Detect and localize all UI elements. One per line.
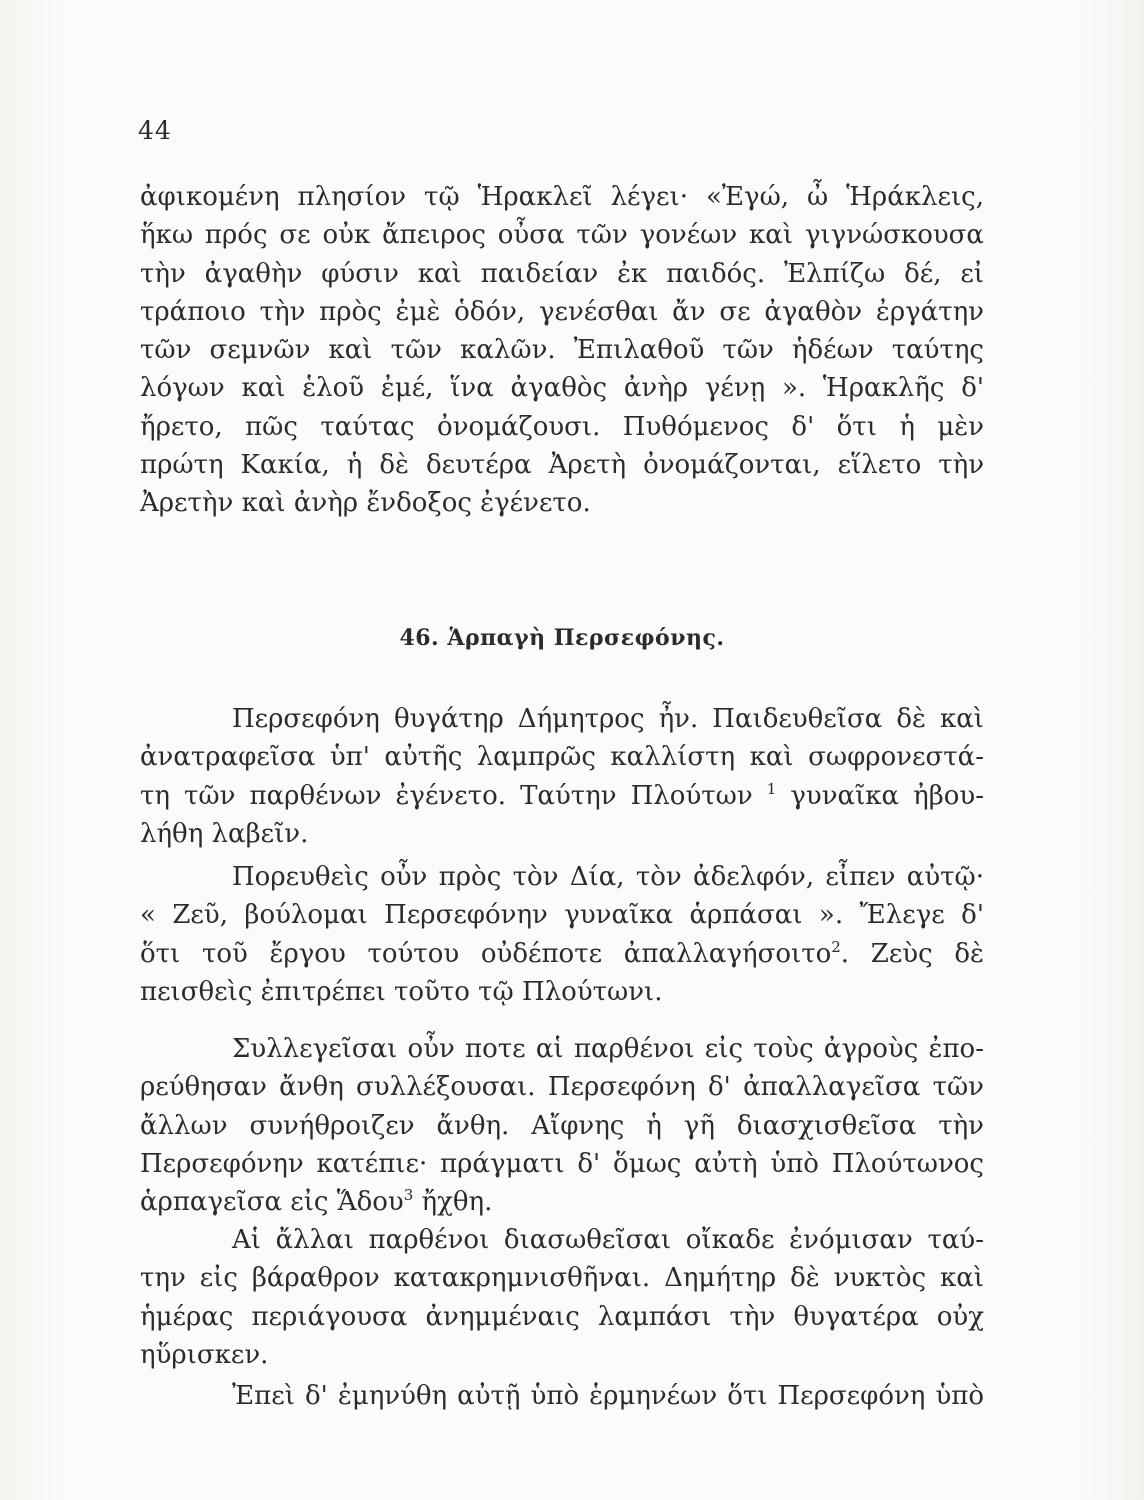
page-number: 44 bbox=[138, 116, 172, 145]
text-span: γυναῖκα ἠβου- bbox=[790, 780, 985, 811]
text-line: ρεύθησαν ἄνθη συλλέξουσαι. Περσεφόνη δ' ἀπαλλαγεῖσα τῶν bbox=[140, 1072, 984, 1103]
text-line bbox=[140, 777, 984, 815]
paragraph bbox=[140, 700, 984, 853]
text-line: Πορευθεὶς οὖν πρὸς τὸν Δία, τὸν ἀδελφόν, εἶπεν αὐτῷ· bbox=[232, 862, 984, 892]
text-line: λόγων καὶ ἑλοῦ ἐμέ, ἵνα ἀγαθὸς ἀνὴρ γένῃ ». Ἡρακλῆς δ' bbox=[140, 373, 984, 404]
text-line: ἤρετο, πῶς ταύτας ὀνομάζουσι. Πυθόμενος δ' ὅτι ἡ μὲν bbox=[140, 411, 984, 442]
text-span: . Ζεὺς δὲ bbox=[840, 938, 984, 969]
text-span: τη τῶν παρθένων ἐγένετο. Ταύτην Πλούτων bbox=[140, 780, 753, 811]
paragraph bbox=[140, 1030, 984, 1221]
text-line: Αἱ ἄλλαι παρθένοι διασωθεῖσαι οἴκαδε ἐνόμισαν ταύ- bbox=[232, 1225, 984, 1255]
text-line: ἡμέρας περιάγουσα ἀνημμέναις λαμπάσι τὴν θυγατέρα οὐχ bbox=[140, 1301, 984, 1332]
text-line: ἄλλων συνήθροιζεν ἄνθη. Αἴφνης ἡ γῆ διασχισθεῖσα τὴν bbox=[140, 1110, 984, 1141]
text-span: ὅτι τοῦ ἔργου τούτου οὐδέποτε ἀπαλλαγήσοιτο bbox=[140, 938, 832, 969]
text-line: Συλλεγεῖσαι οὖν ποτε αἱ παρθένοι εἰς τοὺς ἀγροὺς ἐπο- bbox=[232, 1034, 984, 1064]
text-line bbox=[140, 1183, 984, 1221]
text-line: πεισθεὶς ἐπιτρέπει τοῦτο τῷ Πλούτωνι. bbox=[140, 976, 663, 1007]
footnote-marker: 1 bbox=[766, 779, 777, 798]
text-line: Ἐπεὶ δ' ἐμηνύθη αὐτῇ ὑπὸ ἑρμηνέων ὅτι Περσεφόνη ὑπὸ bbox=[232, 1381, 984, 1411]
paragraph bbox=[140, 1221, 984, 1374]
text-line: Περσεφόνην κατέπιε· πράγματι δ' ὅμως αὐτὴ ὑπὸ Πλούτωνος bbox=[140, 1148, 984, 1179]
text-line bbox=[140, 935, 984, 973]
text-line: Ἀρετὴν καὶ ἀνὴρ ἔνδοξος ἐγένετο. bbox=[140, 488, 591, 519]
text-line: « Ζεῦ, βούλομαι Περσεφόνην γυναῖκα ἁρπάσαι ». Ἔλεγε δ' bbox=[140, 900, 984, 931]
text-line: πρώτη Κακία, ἡ δὲ δευτέρα Ἀρετὴ ὀνομάζονται, εἵλετο τὴν bbox=[140, 450, 984, 481]
text-line: τὴν ἀγαθὴν φύσιν καὶ παιδείαν ἐκ παιδός. Ἐλπίζω δέ, εἰ bbox=[140, 258, 984, 289]
text-line: Περσεφόνη θυγάτηρ Δήμητρος ἦν. Παιδευθεῖσα δὲ καὶ bbox=[232, 704, 984, 734]
text-line: τῶν σεμνῶν καὶ τῶν καλῶν. Ἐπιλαθοῦ τῶν ἡδέων ταύτης bbox=[140, 335, 984, 366]
text-line: ηὕρισκεν. bbox=[140, 1339, 269, 1370]
text-span: ἤχθη. bbox=[421, 1187, 493, 1218]
footnote-marker: 2 bbox=[831, 937, 841, 956]
text-line: τράποιο τὴν πρὸς ἐμὲ ὁδόν, γενέσθαι ἄν σε ἀγαθὸν ἐργάτην bbox=[140, 296, 984, 327]
text-line: λήθη λαβεῖν. bbox=[140, 818, 309, 849]
footnote-marker: 3 bbox=[403, 1186, 414, 1205]
text-line: ἥκω πρός σε οὐκ ἄπειρος οὖσα τῶν γονέων καὶ γιγνώσκουσα bbox=[140, 220, 984, 251]
paragraph bbox=[140, 1377, 984, 1415]
text-span: ἁρπαγεῖσα εἰς Ἅδου bbox=[140, 1187, 404, 1218]
paragraph bbox=[140, 858, 984, 1011]
section-heading: 46. Ἁρπαγὴ Περσεφόνης. bbox=[399, 625, 725, 651]
text-line: την εἰς βάραθρον κατακρημνισθῆναι. Δημήτηρ δὲ νυκτὸς καὶ bbox=[140, 1263, 984, 1294]
paragraph-continuation bbox=[140, 178, 984, 523]
text-line: ἀνατραφεῖσα ὑπ' αὐτῆς λαμπρῶς καλλίστη καὶ σωφρονεστά- bbox=[140, 742, 984, 773]
text-line: ἀφικομένη πλησίον τῷ Ἡρακλεῖ λέγει· «Ἐγώ, ὦ Ἡράκλεις, bbox=[140, 182, 984, 212]
